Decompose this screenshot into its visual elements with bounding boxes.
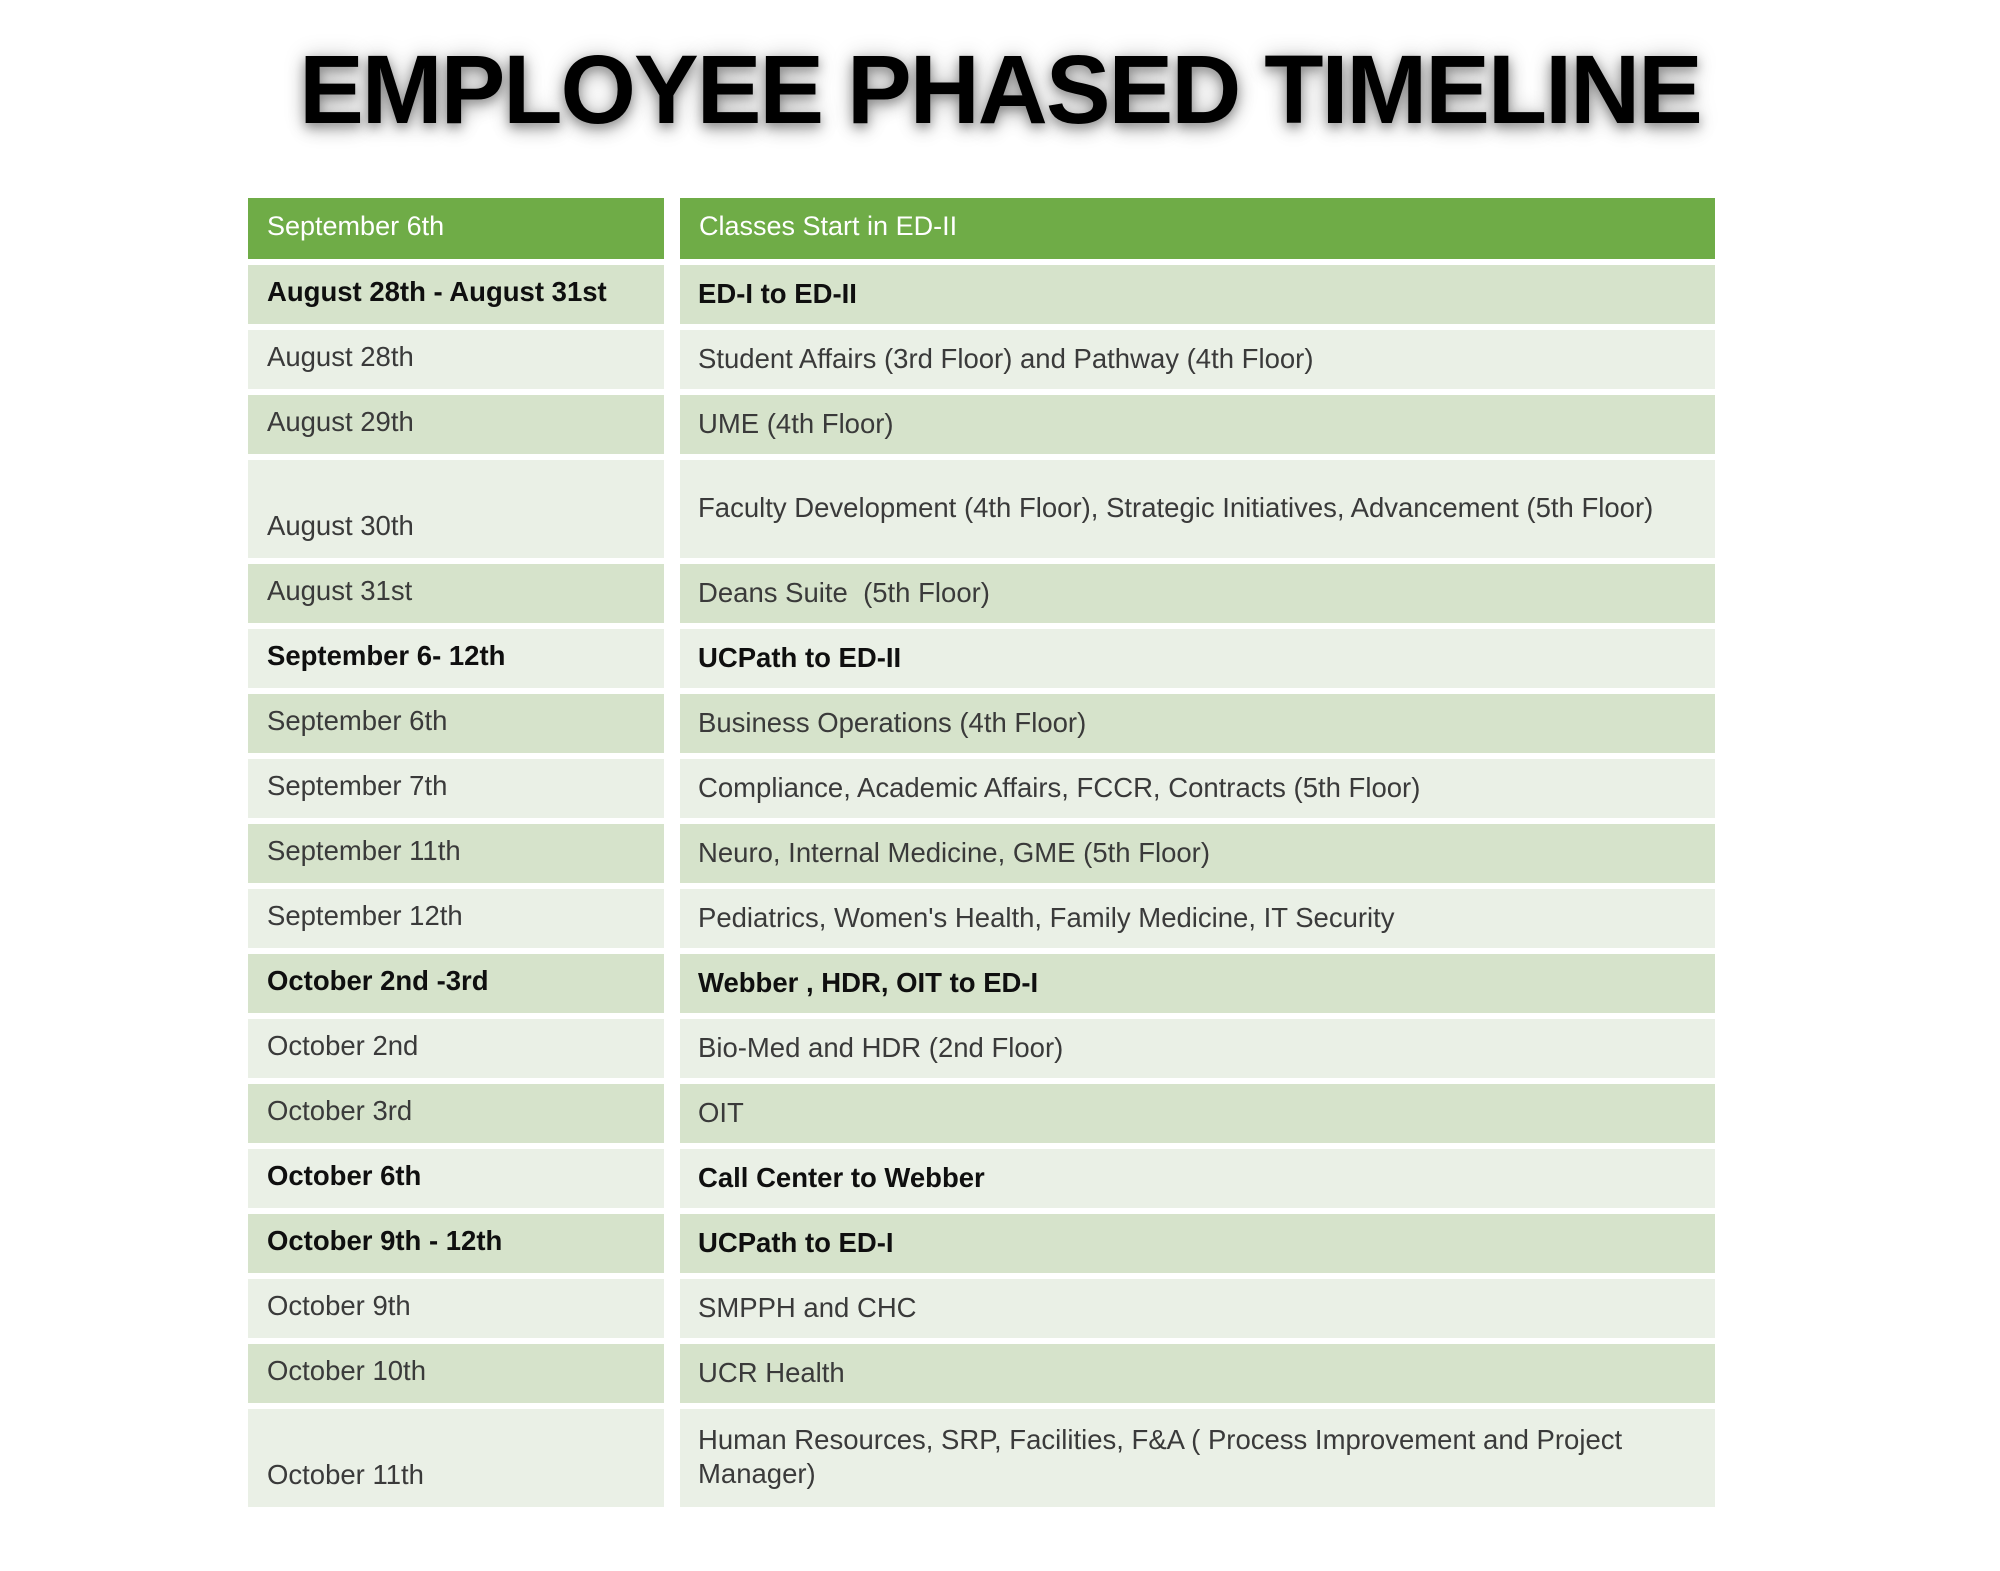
header-date-cell: September 6th: [248, 198, 672, 262]
table-row: [248, 262, 1715, 327]
event-cell: Human Resources, SRP, Facilities, F&A ( Process Improvement and Project Manager): [672, 1406, 1715, 1510]
table-row: [248, 691, 1715, 756]
table-header-row: [248, 198, 1715, 262]
event-cell: UME (4th Floor): [672, 392, 1715, 457]
event-cell: UCR Health: [672, 1341, 1715, 1406]
date-cell: September 12th: [248, 886, 672, 951]
date-cell: August 30th: [248, 457, 672, 561]
date-cell: August 31st: [248, 561, 672, 626]
table-row: [248, 1341, 1715, 1406]
date-cell: September 7th: [248, 756, 672, 821]
event-cell: ED-I to ED-II: [672, 262, 1715, 327]
table-row: [248, 1016, 1715, 1081]
date-cell: August 28th - August 31st: [248, 262, 672, 327]
event-cell: Compliance, Academic Affairs, FCCR, Contracts (5th Floor): [672, 756, 1715, 821]
event-cell: Pediatrics, Women's Health, Family Medicine, IT Security: [672, 886, 1715, 951]
date-cell: October 10th: [248, 1341, 672, 1406]
event-cell: Faculty Development (4th Floor), Strategic Initiatives, Advancement (5th Floor): [672, 457, 1715, 561]
header-event-cell: Classes Start in ED-II: [672, 198, 1715, 262]
table-row: [248, 626, 1715, 691]
date-cell: September 6th: [248, 691, 672, 756]
table-row: [248, 1406, 1715, 1510]
date-cell: October 2nd: [248, 1016, 672, 1081]
date-cell: October 9th: [248, 1276, 672, 1341]
event-cell: Student Affairs (3rd Floor) and Pathway (4th Floor): [672, 327, 1715, 392]
table-row: [248, 1276, 1715, 1341]
event-cell: Bio-Med and HDR (2nd Floor): [672, 1016, 1715, 1081]
date-cell: August 28th: [248, 327, 672, 392]
table-row: [248, 886, 1715, 951]
table-row: [248, 821, 1715, 886]
page-title: EMPLOYEE PHASED TIMELINE: [299, 35, 1701, 144]
table-row: [248, 1211, 1715, 1276]
date-cell: October 6th: [248, 1146, 672, 1211]
date-cell: August 29th: [248, 392, 672, 457]
table-row: [248, 951, 1715, 1016]
event-cell: Webber , HDR, OIT to ED-I: [672, 951, 1715, 1016]
table-row: [248, 457, 1715, 561]
table-row: [248, 561, 1715, 626]
slide: [0, 26, 2000, 1571]
date-cell: October 2nd -3rd: [248, 951, 672, 1016]
table-row: [248, 756, 1715, 821]
event-cell: Deans Suite (5th Floor): [672, 561, 1715, 626]
event-cell: UCPath to ED-I: [672, 1211, 1715, 1276]
table-row: [248, 327, 1715, 392]
event-cell: Neuro, Internal Medicine, GME (5th Floor): [672, 821, 1715, 886]
table-body: [248, 262, 1715, 1510]
event-cell: UCPath to ED-II: [672, 626, 1715, 691]
date-cell: October 9th - 12th: [248, 1211, 672, 1276]
event-cell: SMPPH and CHC: [672, 1276, 1715, 1341]
phased-timeline-table: [248, 198, 1715, 1513]
event-cell: Business Operations (4th Floor): [672, 691, 1715, 756]
date-cell: September 6- 12th: [248, 626, 672, 691]
date-cell: September 11th: [248, 821, 672, 886]
table-row: [248, 1081, 1715, 1146]
date-cell: October 11th: [248, 1406, 672, 1510]
event-cell: OIT: [672, 1081, 1715, 1146]
event-cell: Call Center to Webber: [672, 1146, 1715, 1211]
date-cell: October 3rd: [248, 1081, 672, 1146]
table-row: [248, 1146, 1715, 1211]
table-row: [248, 392, 1715, 457]
